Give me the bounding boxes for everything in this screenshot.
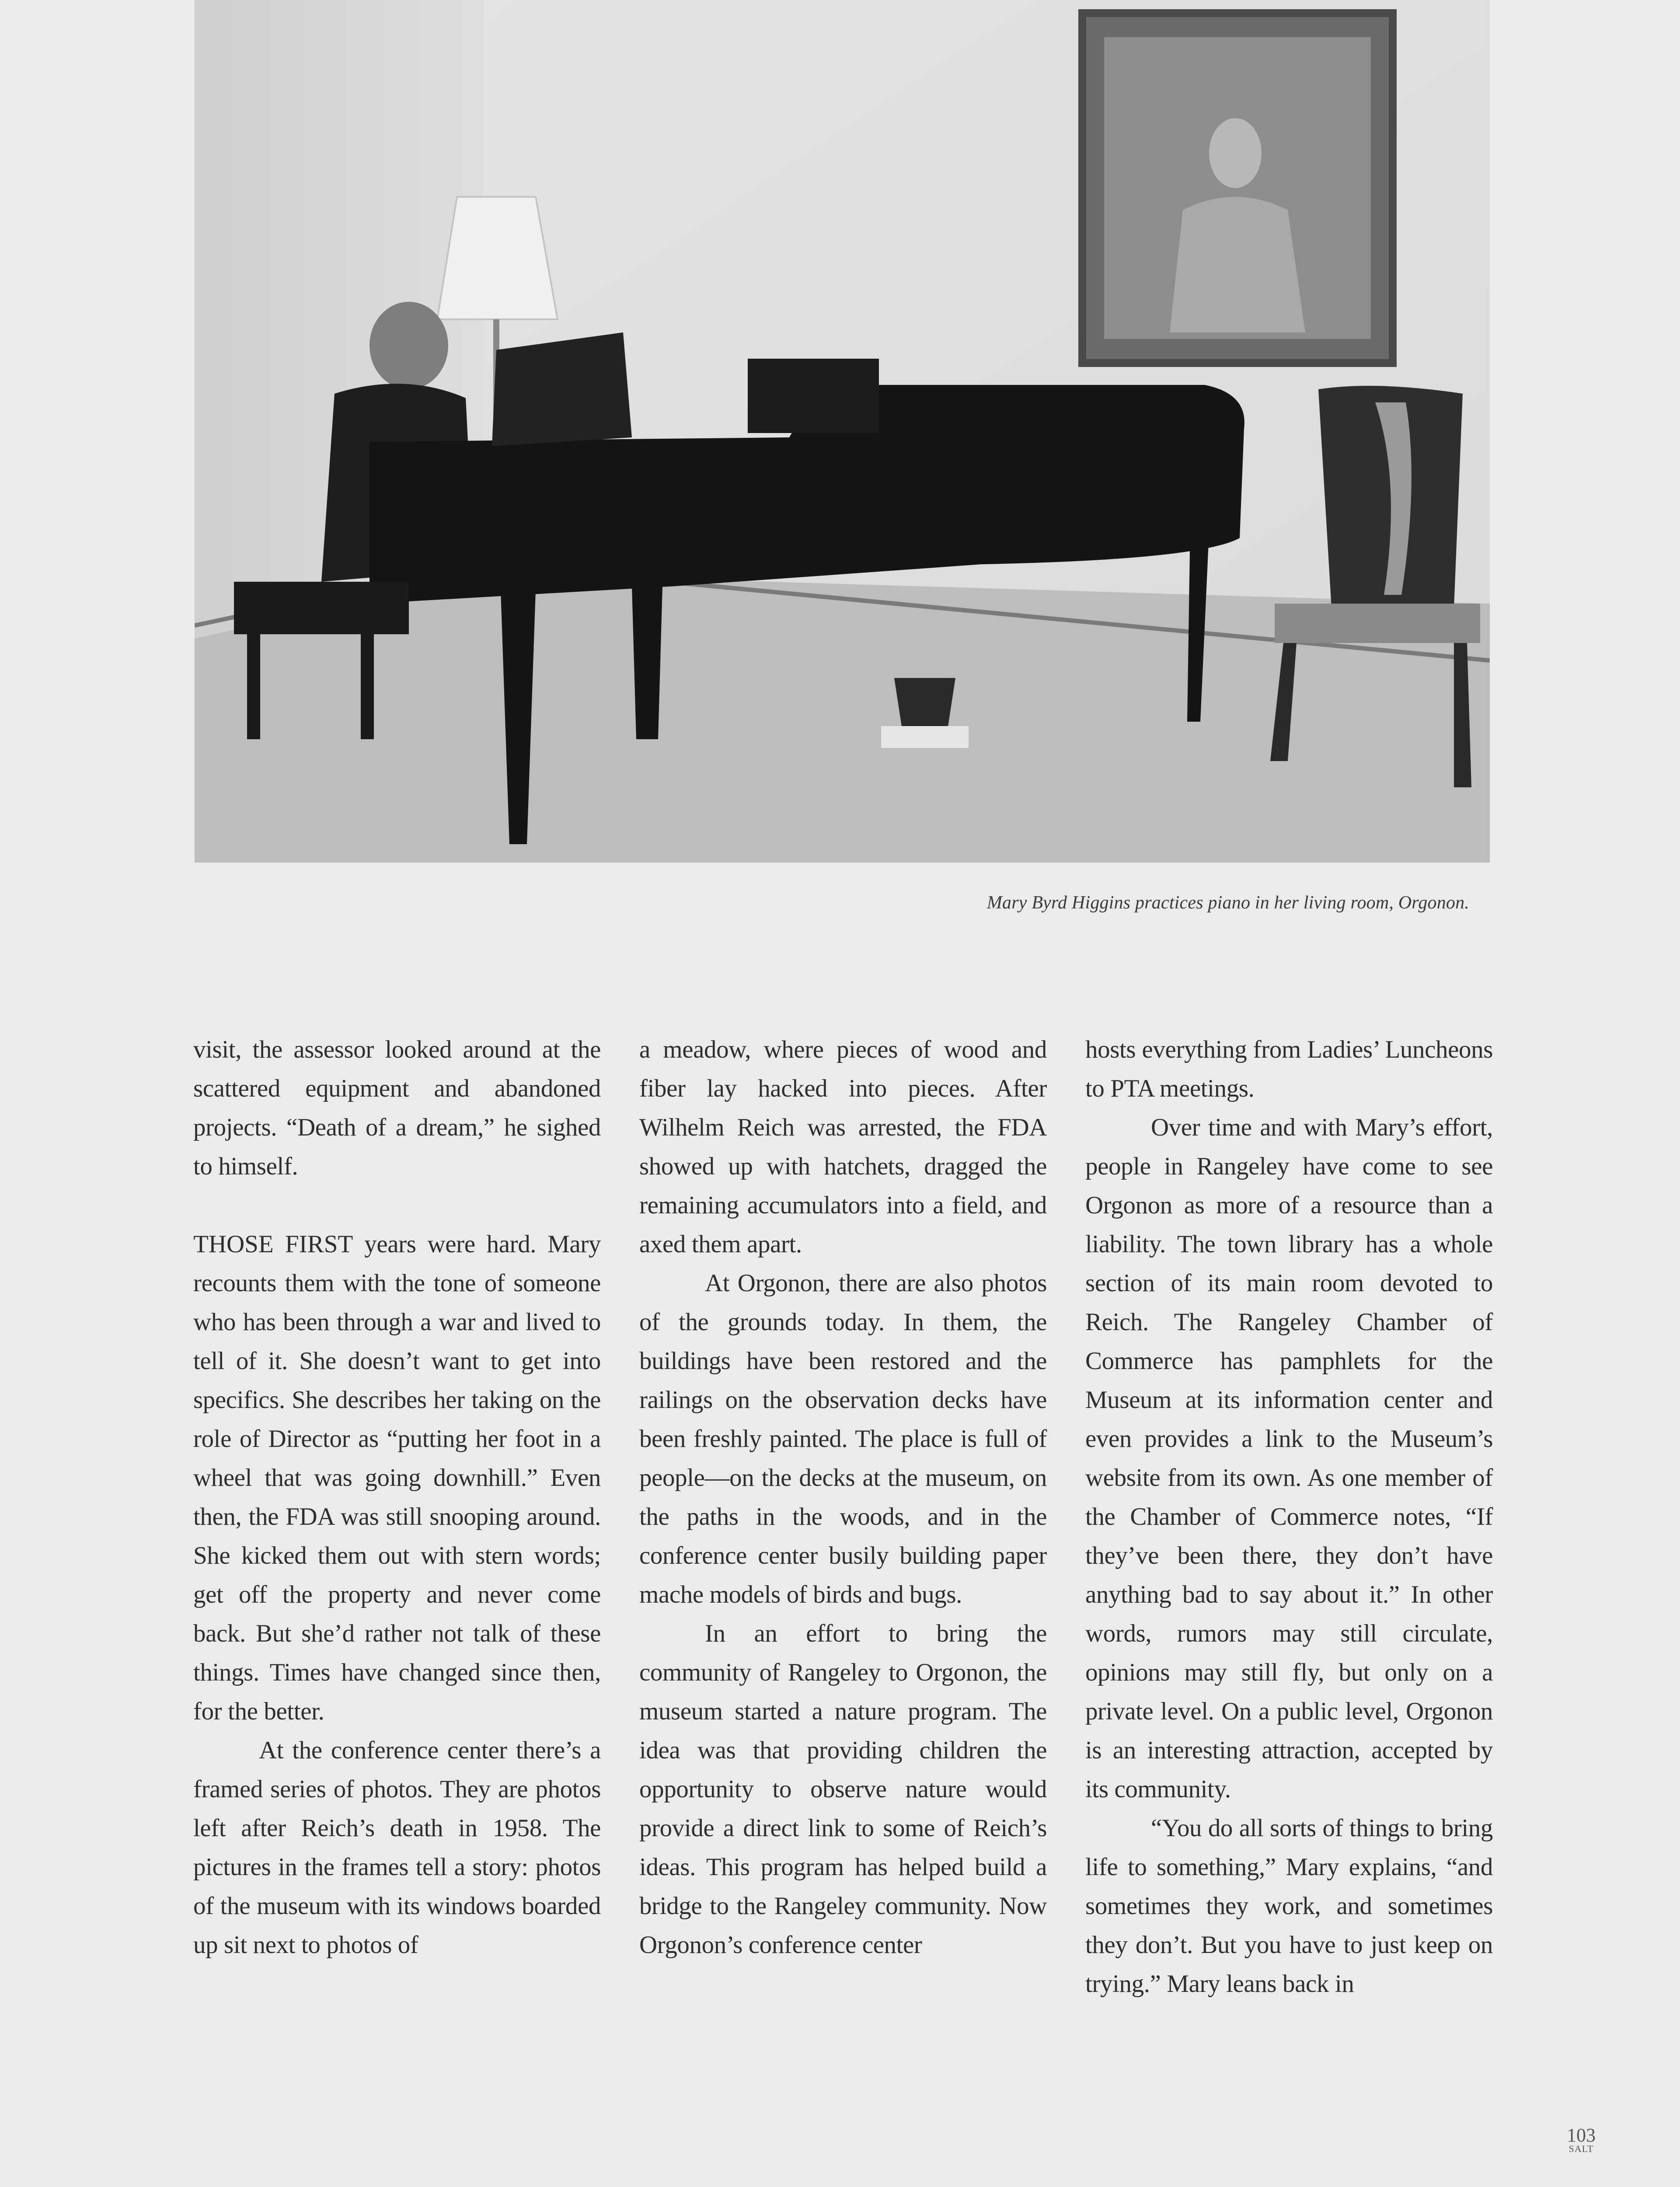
piano-bench-leg (361, 630, 374, 739)
paragraph: At the conference center there’s a framed series of photos. They are photos left after Reich’s death in 1958. The pictures in the frames tell a story: photos of the museum with its windows boarded up sit next to photos of (193, 1736, 601, 1959)
section-lead-in: THOSE FIRST (193, 1230, 353, 1258)
piano-lid-prop (748, 359, 879, 433)
lamp-shade (437, 197, 558, 319)
article-photo (195, 0, 1490, 863)
photo-caption: Mary Byrd Higgins practices piano in her living room, Orgonon. (986, 893, 1469, 913)
publication-name: SALT (1568, 2143, 1594, 2154)
piano-bench-seat (234, 582, 409, 634)
page-folio (1567, 2124, 1596, 2154)
text-column-3 (1085, 1030, 1493, 2003)
page-number: 103 (1567, 2124, 1596, 2146)
paragraph: Over time and with Mary’s effort, people in Rangeley have come to see Orgonon as more of a resource than a liability. The town library has a whole section of its main room devoted to Reich. The Rangeley Chamber of Commerce has pamphlets for the Museum at its information center and even provides a link to the Museum’s website from its own. As one member of the Chamber of Commerce notes, “If they’ve been there, they don’t have anything bad to say about it.” In other words, rumors may still circulate, opinions may still fly, but only on a private level. On a public level, Orgonon is an interesting attraction, accepted by its community. (1085, 1114, 1493, 1803)
text-column-1 (193, 1030, 601, 1964)
piano-bench-leg (247, 630, 260, 739)
portrait-dress (1170, 197, 1305, 332)
piano-music-stand (492, 332, 632, 446)
pot-mat (881, 726, 969, 748)
text-column-2 (639, 1030, 1047, 1964)
pianist-head (369, 302, 448, 389)
paragraph: At Orgonon, there are also photos of the grounds today. In them, the buildings have been restored and the railings on the observation decks have been freshly painted. The place is full of people—on the decks at the museum, on the paths in the woods, and in the conference center busily building paper mache models of birds and bugs. (639, 1269, 1047, 1608)
piano-pedal-lyre (632, 586, 662, 739)
paragraph: a meadow, where pieces of wood and fiber lay hacked into pieces. After Wilhelm Reich was arrested, the FDA showed up with hatchets, dragged the remaining accumulators into a field, and axed them apart. (639, 1036, 1047, 1258)
paragraph: In an effort to bring the community of Rangeley to Orgonon, the museum started a nature program. The idea was that providing children the opportunity to observe nature would provide a direct link to some of Reich’s ideas. This program has helped build a bridge to the Rangeley community. Now Orgonon’s conference center (639, 1620, 1047, 1959)
paragraph (193, 1225, 601, 1731)
paragraph-text: years were hard. Mary recounts them with the tone of someone who has been through a war and lived to tell of it. She doesn’t want to get into specifics. She describes her taking on the role of Director as “putting her foot in a wheel that was going downhill.” Even then, the FDA was still snooping around. She kicked them out with stern words; get off the property and never come back. But she’d rather not talk of these things. Times have changed since then, for the better. (193, 1230, 601, 1725)
portrait-face (1209, 118, 1262, 188)
paragraph: visit, the assessor looked around at the scattered equipment and abandoned projects. “Death of a dream,” he sighed to himself. (193, 1036, 601, 1180)
paragraph: hosts everything from Ladies’ Luncheons to PTA meetings. (1085, 1036, 1493, 1102)
piano-room-photo (195, 0, 1490, 863)
chair-seat (1275, 604, 1480, 643)
paragraph: “You do all sorts of things to bring life to something,” Mary explains, “and sometimes they work, and sometimes they don’t. But you have to just keep on trying.” Mary leans back in (1085, 1814, 1493, 1998)
